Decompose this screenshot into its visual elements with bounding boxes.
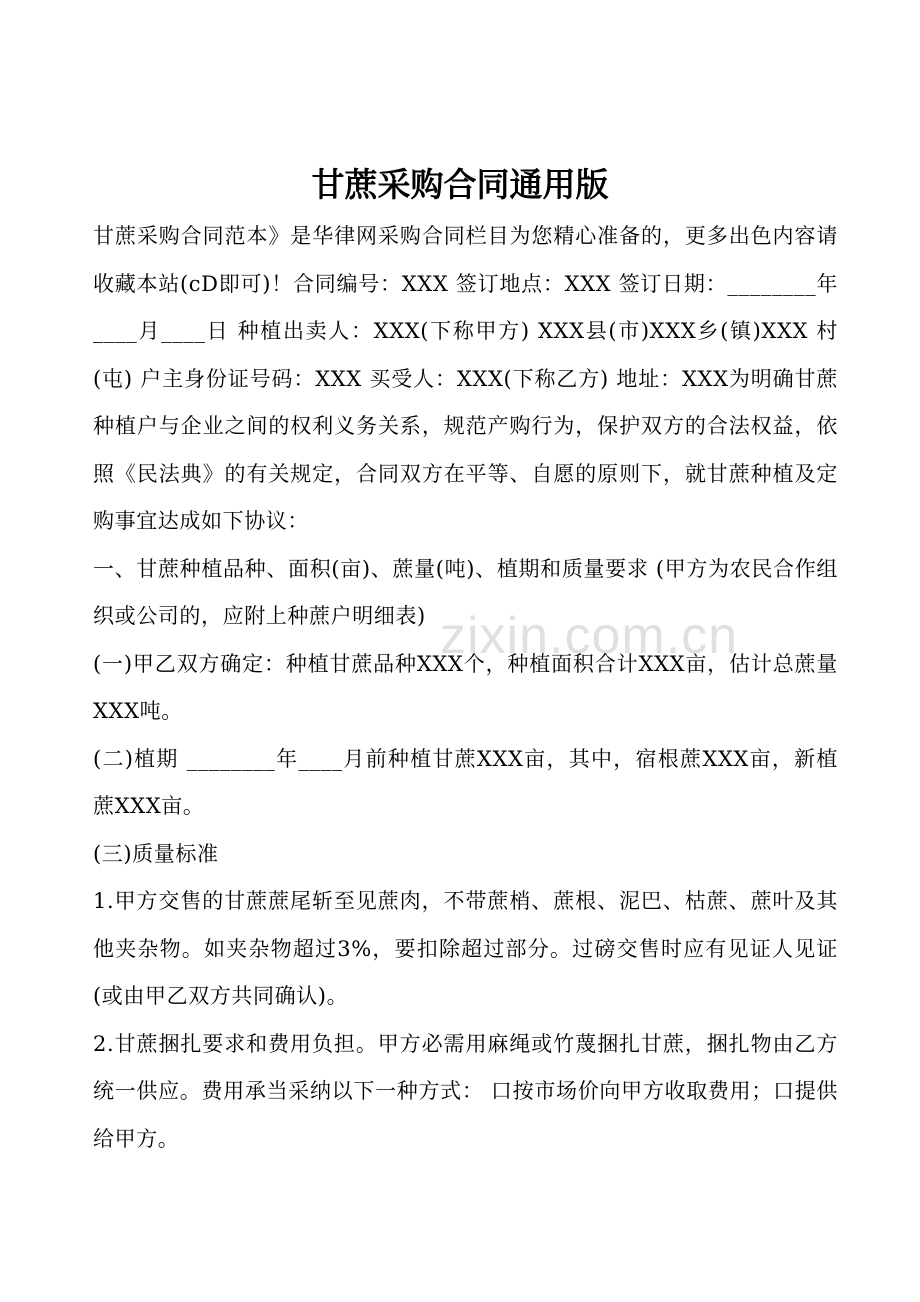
document-title: 甘蔗采购合同通用版 [311,165,609,204]
intro-paragraph: 甘蔗采购合同范本》是华律网采购合同栏目为您精心准备的，更多出色内容请收藏本站(cD即可)！合同编号：XXX 签订地点：XXX 签订日期：________年____月____日 种植出卖人：XXX(下称甲方) XXX县(市)XXX乡(镇)XXX 村(屯) 户主身份证号码：XXX 买受人：XXX(下称乙方) 地址：XXX为明确甘蔗种植户与企业之间的权利义务关系，规范产购行为，保护双方的合法权益，依照《民法典》的有关规定，合同双方在平等、自愿的原则下，就甘蔗种植及定购事宜达成如下协议： [93,224,838,533]
clause-1-1: (一)甲乙双方确定：种植甘蔗品种XXX个，种植面积合计XXX亩，估计总蔗量XXX吨。 [93,651,838,723]
clause-1-3-heading: (三)质量标准 [93,841,219,866]
watermark-text: zixin.com.cn [440,607,739,665]
quality-item-1: 1.甲方交售的甘蔗蔗尾斩至见蔗肉，不带蔗梢、蔗根、泥巴、枯蔗、蔗叶及其他夹杂物。如夹杂物超过3%，要扣除超过部分。过磅交售时应有见证人见证(或由甲乙双方共同确认)。 [93,889,838,1008]
quality-item-2: 2.甘蔗捆扎要求和费用负担。甲方必需用麻绳或竹蔑捆扎甘蔗，捆扎物由乙方统一供应。费用承当采纳以下一种方式： 口按市场价向甲方收取费用；口提供给甲方。 [93,1031,838,1151]
clause-1-2: (二)植期 ________年____月前种植甘蔗XXX亩，其中，宿根蔗XXX亩，新植蔗XXX亩。 [93,746,838,818]
section-one-heading: 一、甘蔗种植品种、面积(亩)、蔗量(吨)、植期和质量要求 (甲方为农民合作组织或公司的，应附上种蔗户明细表) [93,556,838,628]
document-body [93,213,838,1163]
